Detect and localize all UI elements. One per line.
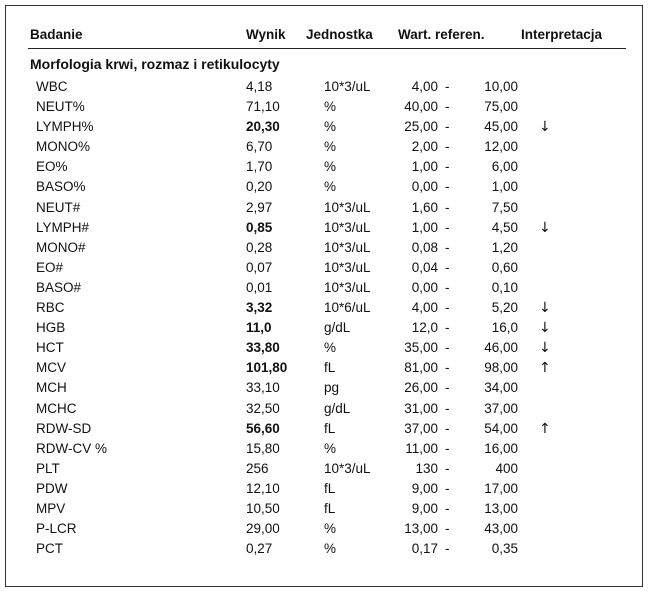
table-row bbox=[6, 237, 642, 257]
table-row bbox=[6, 317, 642, 337]
test-name: RDW-SD bbox=[36, 420, 92, 436]
table-row bbox=[6, 518, 642, 538]
test-name: WBC bbox=[36, 79, 68, 94]
interpretation-arrow: ↓ bbox=[539, 320, 551, 337]
test-name: LYMPH# bbox=[36, 219, 90, 235]
ref-low: 12,0 bbox=[411, 320, 438, 336]
test-name: NEUT# bbox=[36, 199, 81, 215]
result-value: 3,32 bbox=[246, 300, 273, 316]
ref-low: 130 bbox=[415, 460, 438, 476]
unit: 10*3/uL bbox=[324, 219, 371, 235]
table-row bbox=[6, 277, 642, 297]
lab-results-frame bbox=[5, 5, 643, 587]
unit: 10*3/uL bbox=[324, 199, 371, 215]
test-name: BASO% bbox=[36, 179, 86, 195]
unit: fL bbox=[324, 420, 336, 436]
ref-high: 75,00 bbox=[484, 99, 518, 115]
table-row bbox=[6, 76, 642, 96]
unit: % bbox=[324, 541, 337, 557]
header-interpretacja: Interpretacja bbox=[521, 27, 603, 42]
result-value: 32,50 bbox=[246, 400, 280, 416]
test-name: RBC bbox=[36, 300, 65, 316]
ref-low: 1,00 bbox=[411, 219, 438, 235]
ref-low: 11,00 bbox=[405, 440, 438, 456]
unit: % bbox=[324, 340, 337, 356]
ref-dash: - bbox=[445, 420, 450, 436]
ref-high: 16,00 bbox=[484, 440, 518, 456]
ref-dash: - bbox=[445, 99, 450, 115]
ref-dash: - bbox=[445, 360, 450, 376]
unit: pg bbox=[324, 380, 340, 396]
ref-dash: - bbox=[445, 380, 450, 396]
table-row bbox=[6, 398, 642, 418]
ref-low: 13,00 bbox=[404, 521, 438, 537]
ref-dash: - bbox=[445, 219, 450, 235]
interpretation-arrow: ↓ bbox=[539, 119, 551, 136]
ref-high: 5,20 bbox=[491, 300, 518, 316]
results-table bbox=[6, 76, 642, 558]
table-row bbox=[6, 357, 642, 377]
result-value: 20,30 bbox=[246, 119, 280, 135]
ref-low: 35,00 bbox=[404, 340, 438, 356]
ref-dash: - bbox=[445, 239, 450, 255]
result-value: 0,28 bbox=[246, 239, 273, 255]
table-row bbox=[6, 156, 642, 176]
test-name: NEUT% bbox=[36, 99, 85, 115]
unit: % bbox=[324, 99, 337, 115]
table-row bbox=[6, 458, 642, 478]
result-value: 56,60 bbox=[246, 420, 280, 436]
ref-high: 0,35 bbox=[491, 541, 518, 557]
ref-low: 9,00 bbox=[411, 480, 438, 496]
ref-high: 0,60 bbox=[491, 259, 518, 275]
ref-dash: - bbox=[445, 541, 450, 557]
interpretation-arrow: ↓ bbox=[539, 300, 551, 317]
ref-dash: - bbox=[445, 500, 450, 516]
interpretation-arrow: ↓ bbox=[539, 219, 551, 236]
unit: % bbox=[324, 440, 337, 456]
ref-dash: - bbox=[445, 480, 450, 496]
ref-high: 10,00 bbox=[484, 79, 518, 94]
ref-high: 13,00 bbox=[484, 500, 518, 516]
result-value: 0,85 bbox=[246, 219, 273, 235]
unit: g/dL bbox=[324, 320, 351, 336]
table-row bbox=[6, 197, 642, 217]
interpretation-arrow: ↓ bbox=[539, 340, 551, 357]
ref-low: 0,04 bbox=[411, 259, 438, 275]
result-value: 6,70 bbox=[246, 139, 273, 155]
unit: % bbox=[324, 179, 337, 195]
ref-high: 17,00 bbox=[484, 480, 518, 496]
test-name: P-LCR bbox=[36, 521, 77, 537]
unit: % bbox=[324, 521, 337, 537]
ref-dash: - bbox=[445, 179, 450, 195]
result-value: 29,00 bbox=[246, 521, 280, 537]
ref-high: 54,00 bbox=[484, 420, 518, 436]
table-row bbox=[6, 377, 642, 397]
result-value: 0,07 bbox=[246, 259, 273, 275]
ref-low: 37,00 bbox=[404, 420, 438, 436]
unit: 10*3/uL bbox=[324, 79, 371, 94]
table-row bbox=[6, 337, 642, 357]
table-row bbox=[6, 217, 642, 237]
header-wynik: Wynik bbox=[246, 27, 286, 42]
result-value: 2,97 bbox=[246, 199, 273, 215]
result-value: 0,20 bbox=[246, 179, 273, 195]
result-value: 256 bbox=[246, 460, 269, 476]
test-name: BASO# bbox=[36, 279, 82, 295]
result-value: 4,18 bbox=[246, 79, 273, 94]
test-name: PLT bbox=[36, 460, 60, 476]
ref-high: 1,20 bbox=[491, 239, 518, 255]
test-name: MCHC bbox=[36, 400, 77, 416]
ref-low: 9,00 bbox=[411, 500, 438, 516]
ref-dash: - bbox=[445, 340, 450, 356]
ref-high: 6,00 bbox=[491, 159, 518, 175]
result-value: 71,10 bbox=[246, 99, 280, 115]
ref-high: 43,00 bbox=[484, 521, 518, 537]
header-badanie: Badanie bbox=[30, 27, 83, 42]
ref-low: 81,00 bbox=[404, 360, 438, 376]
ref-dash: - bbox=[445, 139, 450, 155]
ref-high: 0,10 bbox=[491, 279, 518, 295]
unit: % bbox=[324, 159, 337, 175]
unit: 10*3/uL bbox=[324, 239, 371, 255]
table-row bbox=[6, 538, 642, 558]
ref-high: 7,50 bbox=[491, 199, 518, 215]
test-name: PDW bbox=[36, 480, 68, 496]
ref-high: 46,00 bbox=[484, 340, 518, 356]
ref-low: 31,00 bbox=[404, 400, 438, 416]
unit: % bbox=[324, 139, 337, 155]
ref-dash: - bbox=[445, 259, 450, 275]
result-value: 33,10 bbox=[246, 380, 280, 396]
result-value: 0,27 bbox=[246, 541, 273, 557]
table-row bbox=[6, 116, 642, 136]
unit: g/dL bbox=[324, 400, 351, 416]
result-value: 15,80 bbox=[246, 440, 280, 456]
test-name: MCH bbox=[36, 380, 67, 396]
table-row bbox=[6, 257, 642, 277]
unit: fL bbox=[324, 500, 336, 516]
ref-dash: - bbox=[445, 300, 450, 316]
header-divider bbox=[28, 48, 626, 49]
unit: 10*6/uL bbox=[324, 300, 371, 316]
test-name: HCT bbox=[36, 340, 64, 356]
ref-dash: - bbox=[445, 159, 450, 175]
ref-dash: - bbox=[445, 119, 450, 135]
unit: 10*3/uL bbox=[324, 279, 371, 295]
test-name: HGB bbox=[36, 320, 66, 336]
unit: 10*3/uL bbox=[324, 259, 371, 275]
result-value: 1,70 bbox=[246, 159, 273, 175]
ref-low: 25,00 bbox=[404, 119, 438, 135]
ref-high: 1,00 bbox=[491, 179, 518, 195]
ref-high: 12,00 bbox=[484, 139, 518, 155]
ref-low: 26,00 bbox=[404, 380, 438, 396]
ref-high: 98,00 bbox=[484, 360, 518, 376]
ref-dash: - bbox=[445, 79, 450, 94]
table-row bbox=[6, 96, 642, 116]
test-name: EO# bbox=[36, 259, 64, 275]
ref-high: 16,0 bbox=[491, 320, 518, 336]
ref-low: 0,00 bbox=[411, 179, 438, 195]
table-row bbox=[6, 478, 642, 498]
test-name: MPV bbox=[36, 500, 66, 516]
ref-high: 45,00 bbox=[484, 119, 518, 135]
result-value: 12,10 bbox=[246, 480, 280, 496]
ref-low: 40,00 bbox=[404, 99, 438, 115]
table-row bbox=[6, 418, 642, 438]
ref-dash: - bbox=[445, 400, 450, 416]
ref-dash: - bbox=[445, 440, 450, 456]
table-row bbox=[6, 438, 642, 458]
test-name: MONO% bbox=[36, 139, 90, 155]
ref-low: 2,00 bbox=[411, 139, 438, 155]
interpretation-arrow: ↑ bbox=[539, 420, 551, 437]
result-value: 101,80 bbox=[246, 360, 288, 376]
table-header bbox=[6, 6, 642, 44]
ref-low: 0,17 bbox=[411, 541, 438, 557]
ref-low: 0,08 bbox=[411, 239, 438, 255]
ref-low: 1,60 bbox=[411, 199, 438, 215]
ref-dash: - bbox=[445, 279, 450, 295]
unit: fL bbox=[324, 480, 336, 496]
test-name: EO% bbox=[36, 159, 68, 175]
ref-low: 0,00 bbox=[411, 279, 438, 295]
ref-high: 4,50 bbox=[491, 219, 518, 235]
ref-high: 37,00 bbox=[484, 400, 518, 416]
header-wart-referen: Wart. referen. bbox=[398, 27, 485, 42]
ref-dash: - bbox=[445, 320, 450, 336]
test-name: PCT bbox=[36, 541, 63, 557]
table-row bbox=[6, 136, 642, 156]
unit: fL bbox=[324, 360, 336, 376]
test-name: MONO# bbox=[36, 239, 86, 255]
ref-dash: - bbox=[445, 199, 450, 215]
unit: % bbox=[324, 119, 337, 135]
test-name: LYMPH% bbox=[36, 119, 94, 135]
result-value: 10,50 bbox=[246, 500, 280, 516]
result-value: 0,01 bbox=[246, 279, 273, 295]
table-row bbox=[6, 297, 642, 317]
ref-low: 4,00 bbox=[411, 79, 438, 94]
table-row bbox=[6, 498, 642, 518]
ref-high: 34,00 bbox=[484, 380, 518, 396]
ref-dash: - bbox=[445, 521, 450, 537]
unit: 10*3/uL bbox=[324, 460, 371, 476]
header-jednostka: Jednostka bbox=[306, 27, 373, 42]
test-name: MCV bbox=[36, 360, 66, 376]
table-row bbox=[6, 176, 642, 196]
ref-low: 1,00 bbox=[411, 159, 438, 175]
ref-high: 400 bbox=[495, 460, 518, 476]
test-name: RDW-CV % bbox=[36, 440, 108, 456]
ref-dash: - bbox=[445, 460, 450, 476]
result-value: 11,0 bbox=[246, 320, 272, 336]
ref-low: 4,00 bbox=[411, 300, 438, 316]
result-value: 33,80 bbox=[246, 340, 280, 356]
interpretation-arrow: ↑ bbox=[539, 360, 551, 377]
section-title: Morfologia krwi, rozmaz i retikulocyty bbox=[30, 56, 280, 72]
